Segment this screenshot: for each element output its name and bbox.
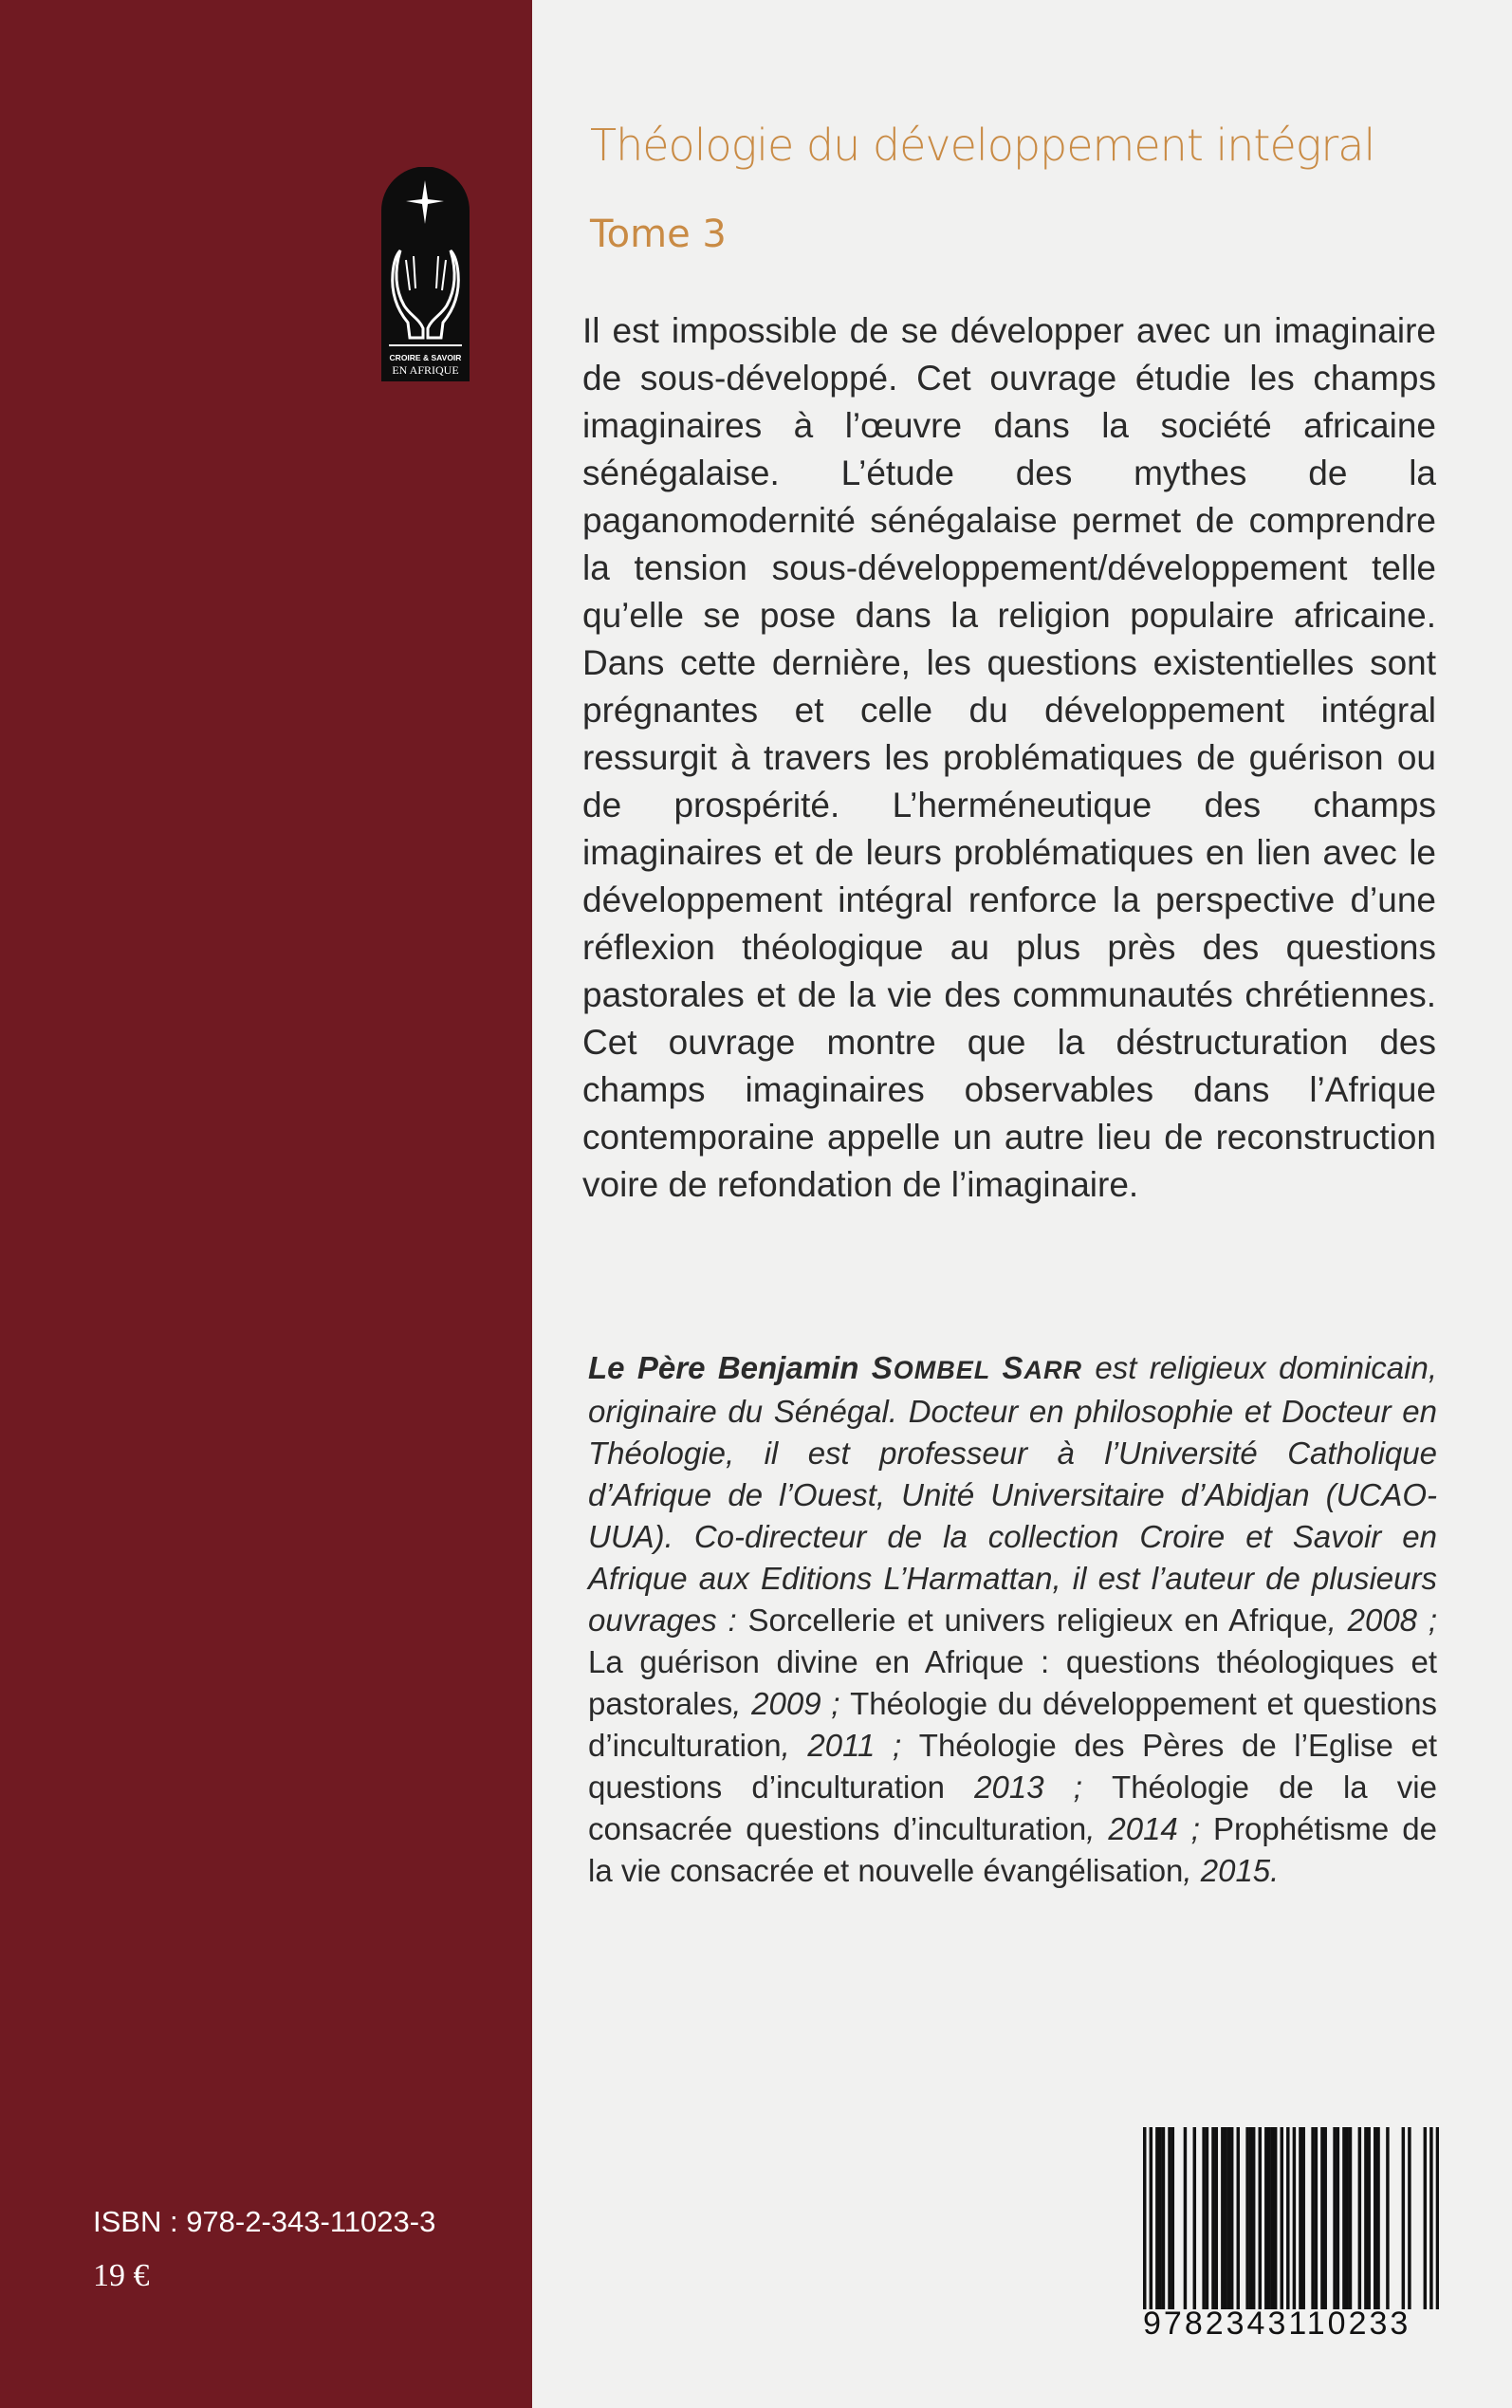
barcode-bar: [1274, 2127, 1277, 2309]
barcode-bar: [1301, 2127, 1304, 2309]
bio-works: [588, 1602, 1437, 1888]
barcode-bar: [1320, 2127, 1323, 2309]
bio-work-title: Théologie de la vie consacrée questions d’inculturation: [588, 1769, 1437, 1846]
author-bio: [588, 1347, 1437, 1892]
bio-work-title: Sorcellerie et univers religieux en Afrique: [747, 1602, 1328, 1638]
bio-work-title: La guérison divine en Afrique : questions théologiques et pastorales: [588, 1644, 1437, 1721]
praying-hands-star-icon: [381, 167, 470, 381]
spine-panel: [0, 0, 532, 2408]
barcode-bar: [1323, 2127, 1326, 2309]
bio-work-title: Prophétisme de la vie consacrée et nouvelle évangélisation: [588, 1811, 1437, 1888]
logo-line2: EN AFRIQUE: [392, 363, 459, 377]
barcode-bar: [1408, 2127, 1411, 2309]
barcode-bar: [1224, 2127, 1226, 2309]
bio-work-title: Théologie du développement et questions d’inculturation: [588, 1686, 1437, 1763]
barcode-bar: [1293, 2127, 1296, 2309]
collection-logo: [381, 167, 470, 381]
book-summary: Il est impossible de se développer avec un imaginaire de sous-développé. Cet ouvrage étudie les champs imaginaires à l’œuvre dans la société africaine sénégalaise. L’étude des mythes de la paganomodernité sénégalaise permet de comprendre la tension sous-développement/développement telle qu’elle se pose dans la religion populaire africaine. Dans cette dernière, les questions existentielles sont prégnantes et celle du développement intégral ressurgit à travers les problématiques de guérison ou de prospérité. L’herméneutique des champs imaginaires et de leurs problématiques en lien avec le développement intégral renforce la perspective d’une réflexion théologique au plus près des questions pastorales et de la vie des communautés chrétiennes. Cet ouvrage montre que la déstructuration des champs imaginaires observables dans l’Afrique contemporaine appelle un autre lieu de reconstruction voire de refondation de l’imaginaire.: [582, 311, 1436, 1204]
barcode-bar: [1358, 2127, 1361, 2309]
barcode-digits: 9782343110233: [1143, 2306, 1411, 2342]
barcode-bar: [1211, 2127, 1214, 2309]
barcode-bar: [1333, 2127, 1336, 2309]
barcode-bar: [1171, 2127, 1174, 2309]
bio-work-year: , 2015.: [1183, 1853, 1280, 1888]
author-name-small-caps: SOMBEL SARR: [871, 1350, 1083, 1385]
bio-work-year: , 2011 ;: [781, 1728, 919, 1763]
barcode-bar: [1252, 2127, 1255, 2309]
bio-work-title: Théologie des Pères de l’Eglise et questions d’inculturation: [588, 1728, 1437, 1805]
bio-intro: est religieux dominicain, originaire du Sénégal. Docteur en philosophie et Docteur en Théologie, il est professeur à l’Université Catholique d’Afrique de l’Ouest, Unité Universitaire d’Abidjan (UCAO-UUA). Co-directeur de la collection Croire et Savoir en Afrique aux Editions L’Harmattan, il est l’auteur de plusieurs ouvrages :: [588, 1350, 1437, 1638]
barcode-bar: [1168, 2127, 1171, 2309]
barcode-bar: [1267, 2127, 1270, 2309]
barcode-bar: [1436, 2127, 1439, 2309]
book-tome: Tome 3: [590, 213, 727, 256]
barcode-bar: [1249, 2127, 1252, 2309]
barcode-bar: [1424, 2127, 1427, 2309]
barcode-bar: [1237, 2127, 1240, 2309]
barcode-bar: [1374, 2127, 1376, 2309]
barcode-bar: [1264, 2127, 1267, 2309]
barcode-bar: [1162, 2127, 1165, 2309]
ean13-barcode-icon: [1143, 2127, 1439, 2309]
barcode-bar: [1299, 2127, 1301, 2309]
bio-work-year: , 2014 ;: [1086, 1811, 1213, 1846]
barcode-bar: [1143, 2127, 1146, 2309]
barcode-bar: [1402, 2127, 1405, 2309]
barcode-bar: [1315, 2127, 1318, 2309]
bio-work-year: , 2009 ;: [732, 1686, 851, 1721]
barcode-bar: [1193, 2127, 1196, 2309]
barcode-bar: [1337, 2127, 1339, 2309]
book-title: Théologie du développement intégral: [590, 120, 1375, 171]
isbn-barcode: [1143, 2127, 1439, 2351]
barcode-bar: [1311, 2127, 1314, 2309]
barcode-bar: [1221, 2127, 1224, 2309]
barcode-bar: [1184, 2127, 1187, 2309]
barcode-bar: [1150, 2127, 1152, 2309]
barcode-bar: [1281, 2127, 1283, 2309]
author-name-prefix: Le Père Benjamin: [588, 1350, 872, 1385]
barcode-bar: [1386, 2127, 1389, 2309]
barcode-bar: [1202, 2127, 1205, 2309]
barcode-bar: [1367, 2127, 1370, 2309]
barcode-bar: [1429, 2127, 1432, 2309]
barcode-bar: [1155, 2127, 1158, 2309]
barcode-bar: [1227, 2127, 1230, 2309]
barcode-bar: [1342, 2127, 1345, 2309]
barcode-bar: [1364, 2127, 1367, 2309]
barcode-bar: [1271, 2127, 1274, 2309]
barcode-bar: [1345, 2127, 1348, 2309]
barcode-bar: [1206, 2127, 1208, 2309]
barcode-bar: [1230, 2127, 1233, 2309]
barcode-bar: [1158, 2127, 1161, 2309]
barcode-bar: [1376, 2127, 1379, 2309]
barcode-bar: [1245, 2127, 1248, 2309]
bio-work-year: , 2008 ;: [1327, 1602, 1437, 1638]
bio-work-year: 2013 ;: [945, 1769, 1113, 1805]
barcode-bar: [1215, 2127, 1218, 2309]
price: 19 €: [93, 2258, 150, 2293]
logo-line1: CROIRE & SAVOIR: [389, 353, 462, 362]
barcode-bar: [1286, 2127, 1289, 2309]
isbn: ISBN : 978-2-343-11023-3: [93, 2205, 436, 2238]
barcode-bar: [1349, 2127, 1352, 2309]
barcode-bar: [1259, 2127, 1262, 2309]
